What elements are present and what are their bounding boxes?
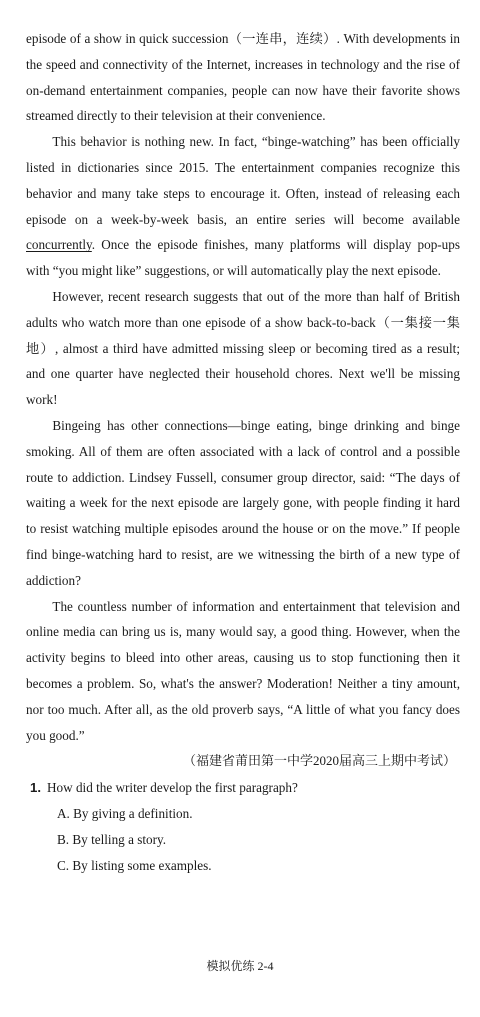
- page-footer: 模拟优练 2-4: [206, 959, 274, 973]
- question-number: 1.: [30, 780, 41, 796]
- question-text: How did the writer develop the first paragraph?: [47, 780, 298, 796]
- paragraph-4: Bingeing has other connections—binge eating, binge drinking and binge smoking. All of them are often associated with a lack of control and a possible route to addiction. Lindsey Fussell, consumer group director, said: “The days of waiting a week for the next episode are largely gone, with people finding it hard to resist watching multiple episodes around the house or on the move.” If people find binge-watching hard to resist, are we witnessing the birth of a new type of addiction?: [26, 417, 460, 588]
- paragraph-2-before: This behavior is nothing new. In fact, “binge-watching” has been officially listed in dictionaries since 2015. The entertainment companies recognize this behavior and many take steps to encourage it. Often, instead of releasing each episode on a week-by-week basis, an entire series will become available: [26, 134, 460, 227]
- source-citation: （福建省莆田第一中学2020届高三上期中考试）: [182, 753, 456, 769]
- option-a: A. By giving a definition.: [57, 806, 193, 822]
- paragraph-2-after: . Once the episode finishes, many platforms will display pop-ups with “you might like” suggestions, or will automatically play the next episode.: [26, 237, 460, 279]
- paragraph-1: episode of a show in quick succession（一连串，连续）. With developments in the speed and connectivity of the Internet, increases in technology and the rise of on-demand entertainment companies, people can now have their favorite shows streamed directly to their television at their convenience.: [26, 31, 460, 124]
- passage: [26, 26, 460, 748]
- underlined-word: concurrently: [26, 237, 92, 253]
- question-stem: [26, 775, 460, 801]
- question-block: [26, 775, 460, 879]
- paragraph-3: However, recent research suggests that out of the more than half of British adults who watch more than one episode of a show back-to-back（一集接一集地）, almost a third have admitted missing sleep or becoming tired as a result; and one quarter have neglected their household chores. Next we'll be missing work!: [26, 288, 460, 408]
- option-b: B. By telling a story.: [57, 832, 167, 848]
- paragraph-5: The countless number of information and entertainment that television and online media can bring us is, many would say, a good thing. However, when the activity begins to bleed into other areas, causing us to stop functioning then it becomes a problem. So, what's the answer? Moderation! Neither a tiny amount, nor too much. After all, as the old proverb says, “A little of what you fancy does you good.”: [26, 598, 460, 743]
- answer-options: [26, 801, 460, 879]
- paragraph-2: [26, 129, 460, 284]
- option-c: C. By listing some examples.: [57, 858, 212, 874]
